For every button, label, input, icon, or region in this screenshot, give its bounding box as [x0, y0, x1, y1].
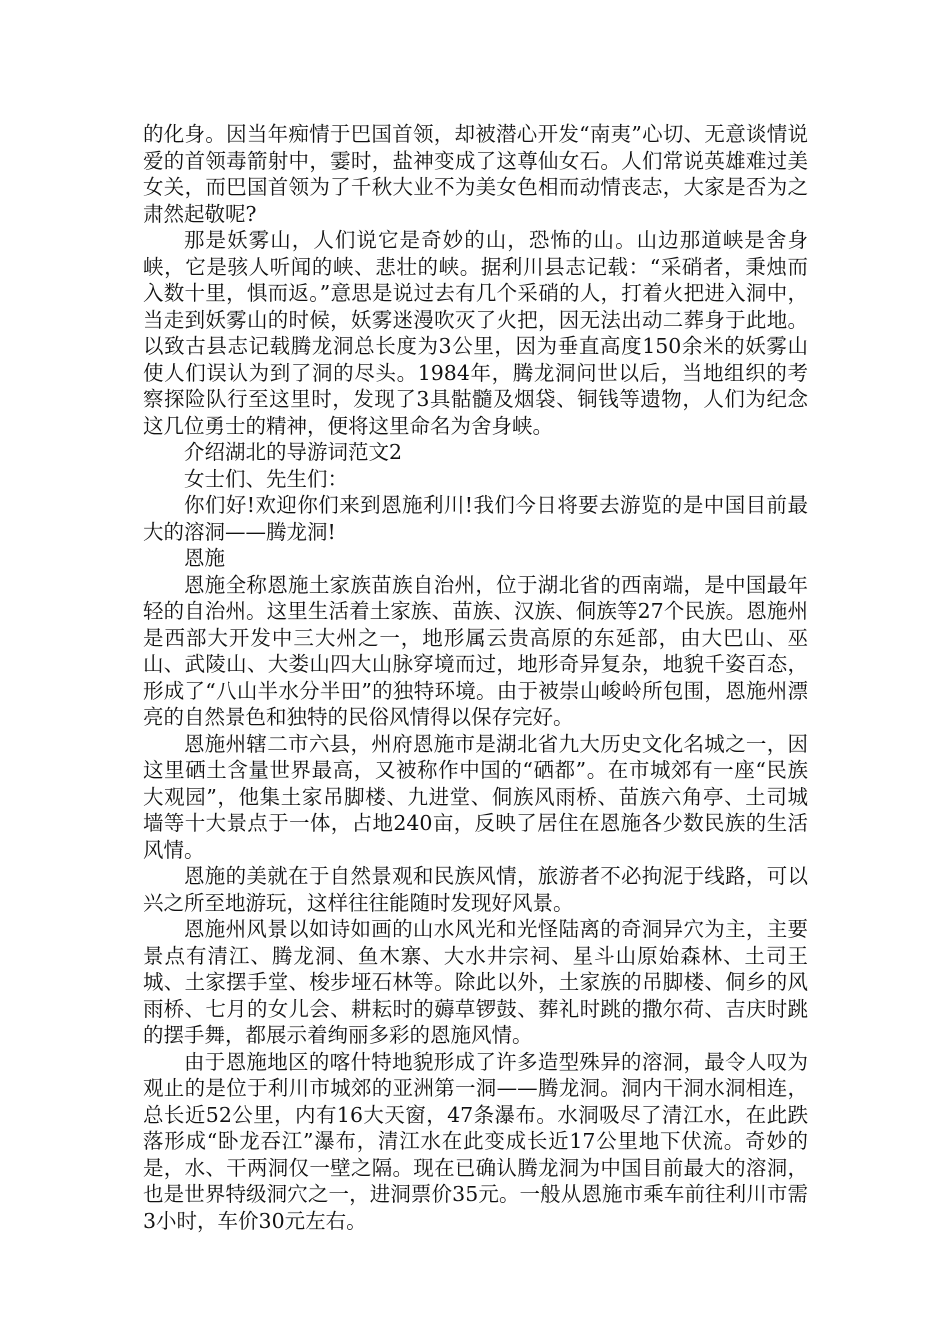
- paragraph-continuation: 的化身。因当年痴情于巴国首领，却被潜心开发“南夷”心切、无意谈情说爱的首领毒箭射中，霎时，盐神变成了这尊仙女石。人们常说英雄难过美女关，而巴国首领为了千秋大业不为美女色相而动情丧志，大家是否为之肃然起敬呢?: [143, 122, 808, 226]
- paragraph-yaowu-mountain: 那是妖雾山，人们说它是奇妙的山，恐怖的山。山边那道峡是舍身峡，它是骇人听闻的峡、悲壮的峡。据利川县志记载：“采硝者，秉烛而入数十里，惧而返。”意思是说过去有几个采硝的人，打着火把进入洞中，当走到妖雾山的时候，妖雾迷漫吹灭了火把，因无法出动二葬身于此地。以致古县志记载腾龙洞总长度为3公里，因为垂直高度150余米的妖雾山使人们误认为到了洞的尽头。1984年，腾龙洞问世以后，当地组织的考察探险队行至这里时，发现了3具骷髓及烟袋、铜钱等遗物，人们为纪念这几位勇士的精神，便将这里命名为舍身峡。: [143, 228, 808, 438]
- subheading-enshi: 恩施: [184, 546, 225, 570]
- document-body: [143, 121, 808, 1234]
- paragraph-enshi-scenery: 恩施州风景以如诗如画的山水风光和光怪陆离的奇洞异穴为主，主要景点有清江、腾龙洞、鱼木寨、大水井宗祠、星斗山原始森林、土司王城、土家摆手堂、梭步垭石林等。除此以外，土家族的吊脚楼、侗乡的风雨桥、七月的女儿会、耕耘时的薅草锣鼓、葬礼时跳的撒尔荷、吉庆时跳的摆手舞，都展示着绚丽多彩的恩施风情。: [143, 917, 808, 1047]
- greeting: 女士们、先生们：: [184, 466, 348, 491]
- paragraph-welcome: 你们好!欢迎你们来到恩施利川!我们今日将要去游览的是中国目前最大的溶洞——腾龙洞!: [143, 493, 808, 544]
- paragraph-tenglong-cave: 由于恩施地区的喀什特地貌形成了许多造型殊异的溶洞，最令人叹为观止的是位于利川市城郊的亚洲第一洞——腾龙洞。洞内干洞水洞相连，总长近52公里，内有16大天窗，47条瀑布。水洞吸尽了清江水，在此跌落形成“卧龙吞江”瀑布，清江水在此变成长近17公里地下伏流。奇妙的是，水、干两洞仅一壁之隔。现在已确认腾龙洞为中国目前最大的溶洞，也是世界特级洞穴之一，进洞票价35元。一般从恩施市乘车前往利川市需3小时，车价30元左右。: [143, 1049, 808, 1233]
- section-heading: 介绍湖北的导游词范文2: [184, 440, 403, 464]
- paragraph-enshi-beauty: 恩施的美就在于自然景观和民族风情，旅游者不必拘泥于线路，可以兴之所至地游玩，这样往往能随时发现好风景。: [143, 864, 808, 915]
- paragraph-enshi-cities: 恩施州辖二市六县，州府恩施市是湖北省九大历史文化名城之一，因这里硒土含量世界最高，又被称作中国的“硒都”。在市城郊有一座“民族大观园”，他集土家吊脚楼、九进堂、侗族风雨桥、苗族六角亭、土司城墙等十大景点于一体，占地240亩，反映了居住在恩施各少数民族的生活风情。: [143, 731, 808, 862]
- paragraph-enshi-overview: 恩施全称恩施土家族苗族自治州，位于湖北省的西南端，是中国最年轻的自治州。这里生活着土家族、苗族、汉族、侗族等27个民族。恩施州是西部大开发中三大州之一，地形属云贵高原的东延部，由大巴山、巫山、武陵山、大娄山四大山脉穿境而过，地形奇异复杂，地貌千姿百态，形成了“八山半水分半田”的独特环境。由于被崇山峻岭所包围，恩施州漂亮的自然景色和独特的民俗风情得以保存完好。: [143, 572, 808, 729]
